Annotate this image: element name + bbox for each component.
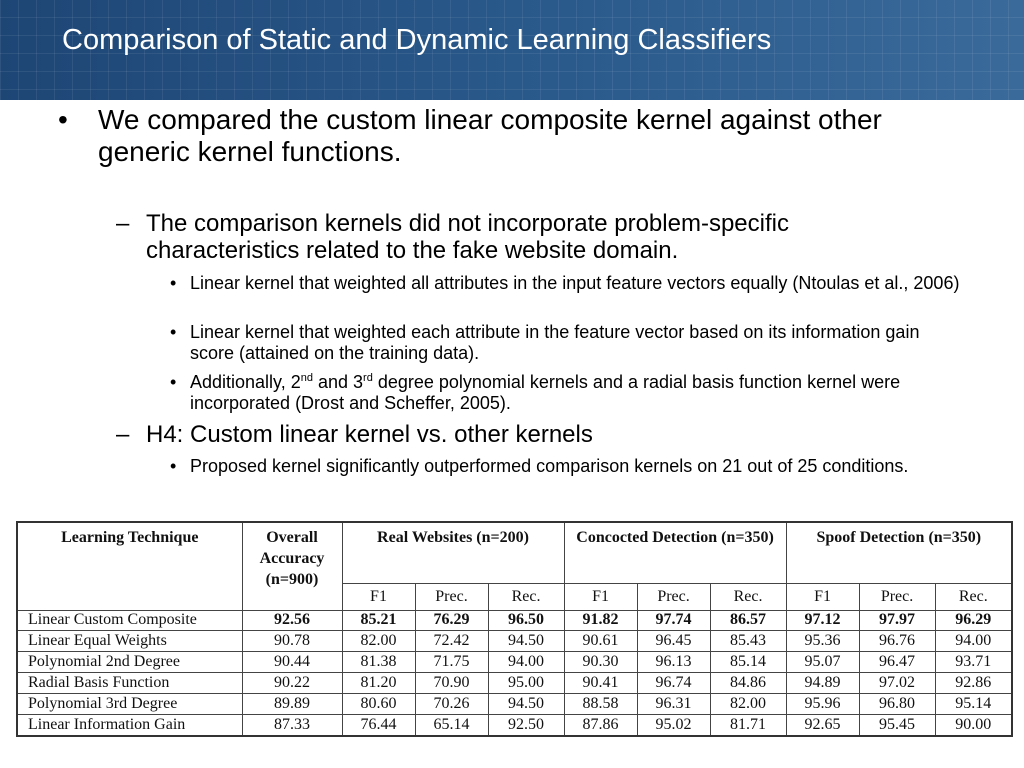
dash-marker: – <box>116 421 130 448</box>
slide-title: Comparison of Static and Dynamic Learning Classifiers <box>62 24 772 56</box>
table-cell: 95.07 <box>786 652 859 673</box>
table-cell: 95.96 <box>786 694 859 715</box>
table-row <box>17 673 1012 694</box>
title-banner <box>0 0 1024 100</box>
table-cell: 87.86 <box>564 714 637 736</box>
table-row <box>17 714 1012 736</box>
table-cell: 81.38 <box>342 652 415 673</box>
technique-name: Linear Equal Weights <box>17 631 242 652</box>
table-row <box>17 631 1012 652</box>
bullet-marker: • <box>170 372 177 392</box>
table-cell: 96.80 <box>859 694 935 715</box>
table-cell: 85.21 <box>342 610 415 631</box>
table-cell: 94.89 <box>786 673 859 694</box>
sub-bullet-comparison-text: The comparison kernels did not incorporate problem-specific characteristics related to the fake website domain. <box>146 210 789 264</box>
table-cell: 96.31 <box>637 694 710 715</box>
table-cell: 90.78 <box>242 631 342 652</box>
table-cell: 76.29 <box>415 610 488 631</box>
table-cell: 93.71 <box>935 652 1012 673</box>
sub-item-text: Additionally, 2nd and 3rd degree polynomial kernels and a radial basis function kernel were incorporated (Drost and Scheffer, 2005). <box>190 372 901 413</box>
table-cell: 94.50 <box>488 631 564 652</box>
table-cell: 80.60 <box>342 694 415 715</box>
table-cell: 96.47 <box>859 652 935 673</box>
table-cell: 88.58 <box>564 694 637 715</box>
dash-marker: – <box>116 210 130 237</box>
table-cell: 96.13 <box>637 652 710 673</box>
results-table-image <box>16 521 1011 737</box>
table-cell: 96.29 <box>935 610 1012 631</box>
table-cell: 86.57 <box>710 610 786 631</box>
sub-bullet-h4-text: H4: Custom linear kernel vs. other kernels <box>146 421 593 448</box>
table-row <box>17 652 1012 673</box>
table-cell: 97.74 <box>637 610 710 631</box>
table-cell: 85.14 <box>710 652 786 673</box>
table-cell: 96.74 <box>637 673 710 694</box>
main-bullet-text: We compared the custom linear composite kernel against other generic kernel functions. <box>98 104 882 167</box>
table-cell: 92.65 <box>786 714 859 736</box>
table-cell: 70.90 <box>415 673 488 694</box>
table-cell: 85.43 <box>710 631 786 652</box>
table-cell: 82.00 <box>710 694 786 715</box>
table-cell: 97.02 <box>859 673 935 694</box>
technique-name: Polynomial 3rd Degree <box>17 694 242 715</box>
bullet-marker: • <box>170 273 177 293</box>
table-cell: 71.75 <box>415 652 488 673</box>
header-spoof: Spoof Detection (n=350) <box>786 522 1012 584</box>
table-cell: 90.61 <box>564 631 637 652</box>
subheader: Rec. <box>710 584 786 610</box>
subheader: F1 <box>564 584 637 610</box>
subheader: Rec. <box>935 584 1012 610</box>
table-cell: 90.22 <box>242 673 342 694</box>
table-cell: 95.02 <box>637 714 710 736</box>
table-cell: 95.14 <box>935 694 1012 715</box>
subheader: Prec. <box>637 584 710 610</box>
table-cell: 65.14 <box>415 714 488 736</box>
subheader: Prec. <box>859 584 935 610</box>
table-cell: 95.36 <box>786 631 859 652</box>
table-cell: 82.00 <box>342 631 415 652</box>
table-cell: 70.26 <box>415 694 488 715</box>
table-cell: 90.00 <box>935 714 1012 736</box>
sub-item-text: Proposed kernel significantly outperformed comparison kernels on 21 out of 25 conditions. <box>190 456 909 476</box>
table-row <box>17 610 1012 631</box>
technique-name: Linear Custom Composite <box>17 610 242 631</box>
table-cell: 92.50 <box>488 714 564 736</box>
technique-name: Polynomial 2nd Degree <box>17 652 242 673</box>
technique-name: Radial Basis Function <box>17 673 242 694</box>
subheader: F1 <box>342 584 415 610</box>
table-cell: 95.00 <box>488 673 564 694</box>
table-cell: 97.97 <box>859 610 935 631</box>
sub-item-text: Linear kernel that weighted all attributes in the input feature vectors equally (Ntoulas et al., 2006) <box>190 273 960 293</box>
bullet-marker: • <box>58 104 68 135</box>
bullet-marker: • <box>170 456 177 476</box>
table-cell: 92.86 <box>935 673 1012 694</box>
table-cell: 96.76 <box>859 631 935 652</box>
table-cell: 90.30 <box>564 652 637 673</box>
table-cell: 90.41 <box>564 673 637 694</box>
table-cell: 87.33 <box>242 714 342 736</box>
results-table <box>16 521 1013 737</box>
technique-name: Linear Information Gain <box>17 714 242 736</box>
header-real: Real Websites (n=200) <box>342 522 564 584</box>
subheader: Prec. <box>415 584 488 610</box>
table-cell: 90.44 <box>242 652 342 673</box>
table-cell: 81.20 <box>342 673 415 694</box>
subheader: Rec. <box>488 584 564 610</box>
table-cell: 97.12 <box>786 610 859 631</box>
subheader: F1 <box>786 584 859 610</box>
table-cell: 72.42 <box>415 631 488 652</box>
table-cell: 94.00 <box>488 652 564 673</box>
table-cell: 81.71 <box>710 714 786 736</box>
table-row <box>17 694 1012 715</box>
table-cell: 96.50 <box>488 610 564 631</box>
bullet-marker: • <box>170 322 177 342</box>
table-cell: 89.89 <box>242 694 342 715</box>
table-cell: 91.82 <box>564 610 637 631</box>
table-cell: 84.86 <box>710 673 786 694</box>
table-cell: 94.50 <box>488 694 564 715</box>
table-cell: 95.45 <box>859 714 935 736</box>
table-cell: 76.44 <box>342 714 415 736</box>
header-overall: Overall Accuracy (n=900) <box>242 522 342 610</box>
sub-item-text: Linear kernel that weighted each attribute in the feature vector based on its information gain score (attained on the training data). <box>190 322 920 363</box>
header-technique: Learning Technique <box>17 522 242 610</box>
table-cell: 96.45 <box>637 631 710 652</box>
header-concocted: Concocted Detection (n=350) <box>564 522 786 584</box>
table-cell: 94.00 <box>935 631 1012 652</box>
table-cell: 92.56 <box>242 610 342 631</box>
